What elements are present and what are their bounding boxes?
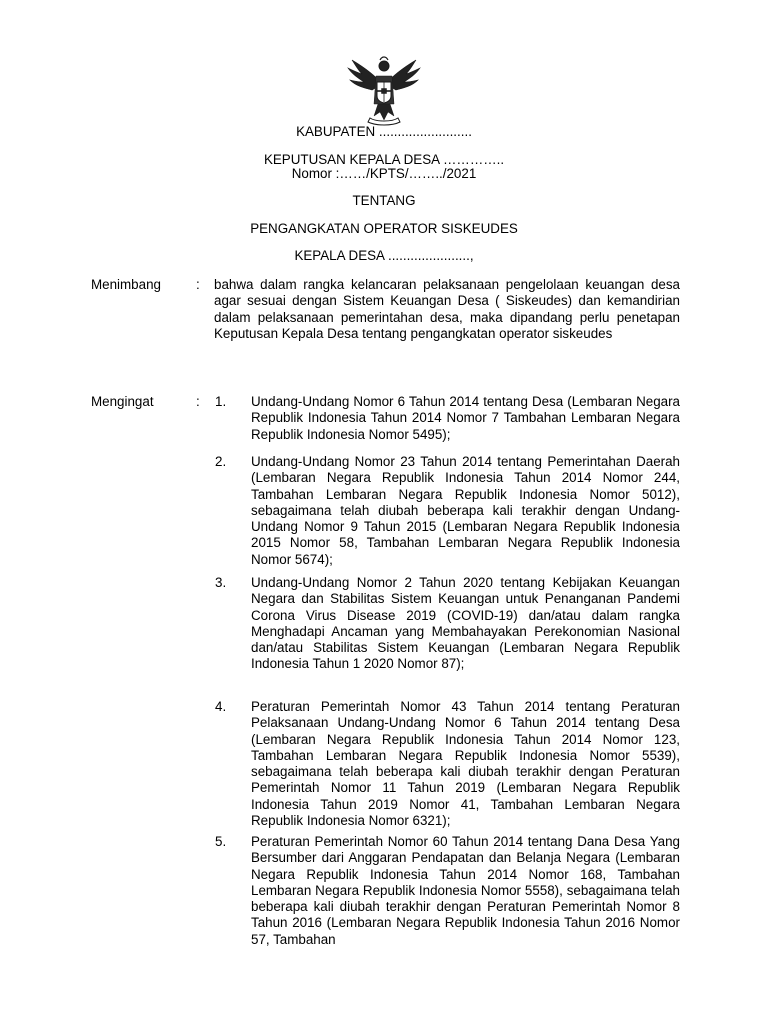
decision-number: Nomor :……/KPTS/……../2021 <box>291 166 477 181</box>
decision-title: KEPUTUSAN KEPALA DESA ………….. <box>263 152 505 167</box>
list-item-number: 1. <box>215 394 227 409</box>
official-heading: KEPALA DESA ......................, <box>294 248 474 263</box>
regency-heading: KABUPATEN ......................... <box>296 124 472 139</box>
list-item-text: Undang-Undang Nomor 6 Tahun 2014 tentang Desa (Lembaran Negara Republik Indonesia Tahun 2014 Nomor 7 Tambahan Lembaran Negara Republik Indonesia Nomor 5495); <box>251 394 680 442</box>
menimbang-text: bahwa dalam rangka kelancaran pelaksanaan pengelolaan keuangan desa agar sesuai dengan Sistem Keuangan Desa ( Siskeudes) dan kemandirian dalam pelaksanaan pemerintahan desa, maka dipandang perlu penetapan Keputusan Kepala Desa tentang pengangkatan operator siskeudes <box>214 277 680 341</box>
list-item-text: Undang-Undang Nomor 2 Tahun 2020 tentang Kebijakan Keuangan Negara dan Stabilitas Sistem Keuangan untuk Penanganan Pandemi Corona Virus Disease 2019 (COVID-19) dan/atau dalam rangka Menghadapi Ancaman yang Membahayakan Perekonomian Nasional dan/atau Stabilitas Sistem Keuangan (Lembaran Negara Republik Indonesia Tahun 1 2020 Nomor 87); <box>251 575 680 672</box>
list-item-number: 5. <box>215 834 227 849</box>
subject-heading: PENGANGKATAN OPERATOR SISKEUDES <box>250 221 518 236</box>
about-heading: TENTANG <box>352 193 416 208</box>
list-item-text: Peraturan Pemerintah Nomor 60 Tahun 2014 tentang Dana Desa Yang Bersumber dari Anggaran Pendapatan dan Belanja Negara (Lembaran Negara Republik Indonesia Tahun 2014 Nomor 168, Tambahan Lembaran Negara Republik Indonesia Nomor 5558), sebagaimana telah beberapa kali diubah terakhir dengan Peraturan Pemerintah Nomor 8 Tahun 2016 (Lembaran Negara Republik Indonesia Tahun 2016 Nomor 57, Tambahan <box>251 834 680 947</box>
list-item-number: 3. <box>215 575 227 590</box>
list-item-number: 4. <box>215 699 227 714</box>
list-item-text: Undang-Undang Nomor 23 Tahun 2014 tentang Pemerintahan Daerah (Lembaran Negara Republik Indonesia Tahun 2014 Nomor 244, Tambahan Lembaran Negara Republik Indonesia Nomor 5012), sebagaimana telah diubah beberapa kali terakhir dengan Undang-Undang Nomor 9 Tahun 2015 (Lembaran Negara Republik Indonesia 2015 Nomor 58, Tambahan Lembaran Negara Republik Indonesia Nomor 5674); <box>251 454 680 567</box>
mengingat-label: Mengingat <box>91 394 154 409</box>
mengingat-colon: : <box>196 394 200 409</box>
garuda-emblem-icon <box>344 54 424 126</box>
menimbang-label: Menimbang <box>91 277 161 292</box>
list-item-number: 2. <box>215 454 227 469</box>
menimbang-colon: : <box>196 277 200 292</box>
list-item-text: Peraturan Pemerintah Nomor 43 Tahun 2014 tentang Peraturan Pelaksanaan Undang-Undang Nomor 6 Tahun 2014 tentang Desa (Lembaran Negara Republik Indonesia Tahun 2014 Nomor 123, Tambahan Lembaran Negara Republik Indonesia Nomor 5539), sebagaimana telah beberapa kali diubah terakhir dengan Peraturan Pemerintah Nomor 11 Tahun 2019 (Lembaran Negara Republik Indonesia Tahun 2019 Nomor 41, Tambahan Lembaran Negara Republik Indonesia Nomor 6321); <box>251 699 680 829</box>
